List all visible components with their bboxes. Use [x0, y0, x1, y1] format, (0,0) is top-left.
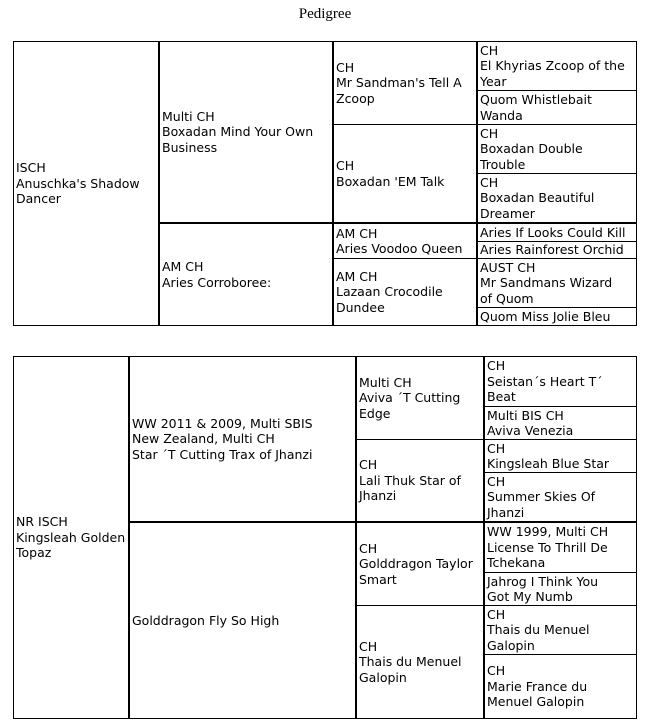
- sire-dam-dam: CH Boxadan Beautiful Dreamer: [480, 174, 595, 221]
- sire: WW 2011 & 2009, Multi SBIS New Zealand, Multi CH Star ´T Cutting Trax of Jhanzi: [132, 415, 313, 462]
- dam-dam: AM CH Lazaan Crocodile Dundee: [336, 268, 443, 315]
- dam-dam: CH Thais du Menuel Galopin: [359, 638, 462, 685]
- sire-dam-sire: CH Boxadan Double Trouble: [480, 125, 583, 172]
- dam-dam-dam: Quom Miss Jolie Bleu: [480, 308, 611, 324]
- sire-dam: CH Boxadan 'EM Talk: [336, 158, 445, 189]
- pedigree-table-1: [13, 41, 637, 326]
- sire-sire: CH Mr Sandman's Tell A Zcoop: [336, 59, 462, 106]
- dam: Golddragon Fly So High: [132, 612, 280, 628]
- subject-name: ISCH Anuschka's Shadow Dancer: [16, 160, 140, 207]
- sire-sire-sire: CH El Khyrias Zcoop of the Year: [480, 42, 625, 89]
- sire-sire-dam: Quom Whistlebait Wanda: [480, 92, 592, 123]
- dam-sire: CH Golddragon Taylor Smart: [359, 540, 473, 587]
- dam-sire-dam: Jahrog I Think You Got My Numb: [487, 573, 599, 604]
- dam-dam-sire: AUST CH Mr Sandmans Wizard of Quom: [480, 259, 613, 306]
- dam-dam-sire: CH Thais du Menuel Galopin: [487, 606, 590, 653]
- dam-dam-dam: CH Marie France du Menuel Galopin: [487, 663, 588, 710]
- sire-sire: Multi CH Aviva ´T Cutting Edge: [359, 374, 461, 421]
- pedigree-table-2: [13, 356, 637, 719]
- sire-dam: CH Lali Thuk Star of Jhanzi: [359, 457, 461, 504]
- dam-sire-sire: Aries If Looks Could Kill: [480, 224, 626, 240]
- dam-sire: AM CH Aries Voodoo Queen: [336, 225, 463, 256]
- subject-name: NR ISCH Kingsleah Golden Topaz: [16, 514, 126, 561]
- sire-sire-dam: Multi BIS CH Aviva Venezia: [487, 407, 574, 438]
- dam: AM CH Aries Corroboree:: [162, 259, 272, 290]
- sire: Multi CH Boxadan Mind Your Own Business: [162, 108, 314, 155]
- sire-dam-dam: CH Summer Skies Of Jhanzi: [487, 473, 596, 520]
- dam-sire-dam: Aries Rainforest Orchid: [480, 242, 624, 258]
- sire-dam-sire: CH Kingsleah Blue Star: [487, 440, 610, 471]
- page-title: Pedigree: [298, 6, 352, 22]
- dam-sire-sire: WW 1999, Multi CH License To Thrill De Tchekana: [487, 524, 609, 571]
- sire-sire-sire: CH Seistan´s Heart T´ Beat: [487, 358, 603, 405]
